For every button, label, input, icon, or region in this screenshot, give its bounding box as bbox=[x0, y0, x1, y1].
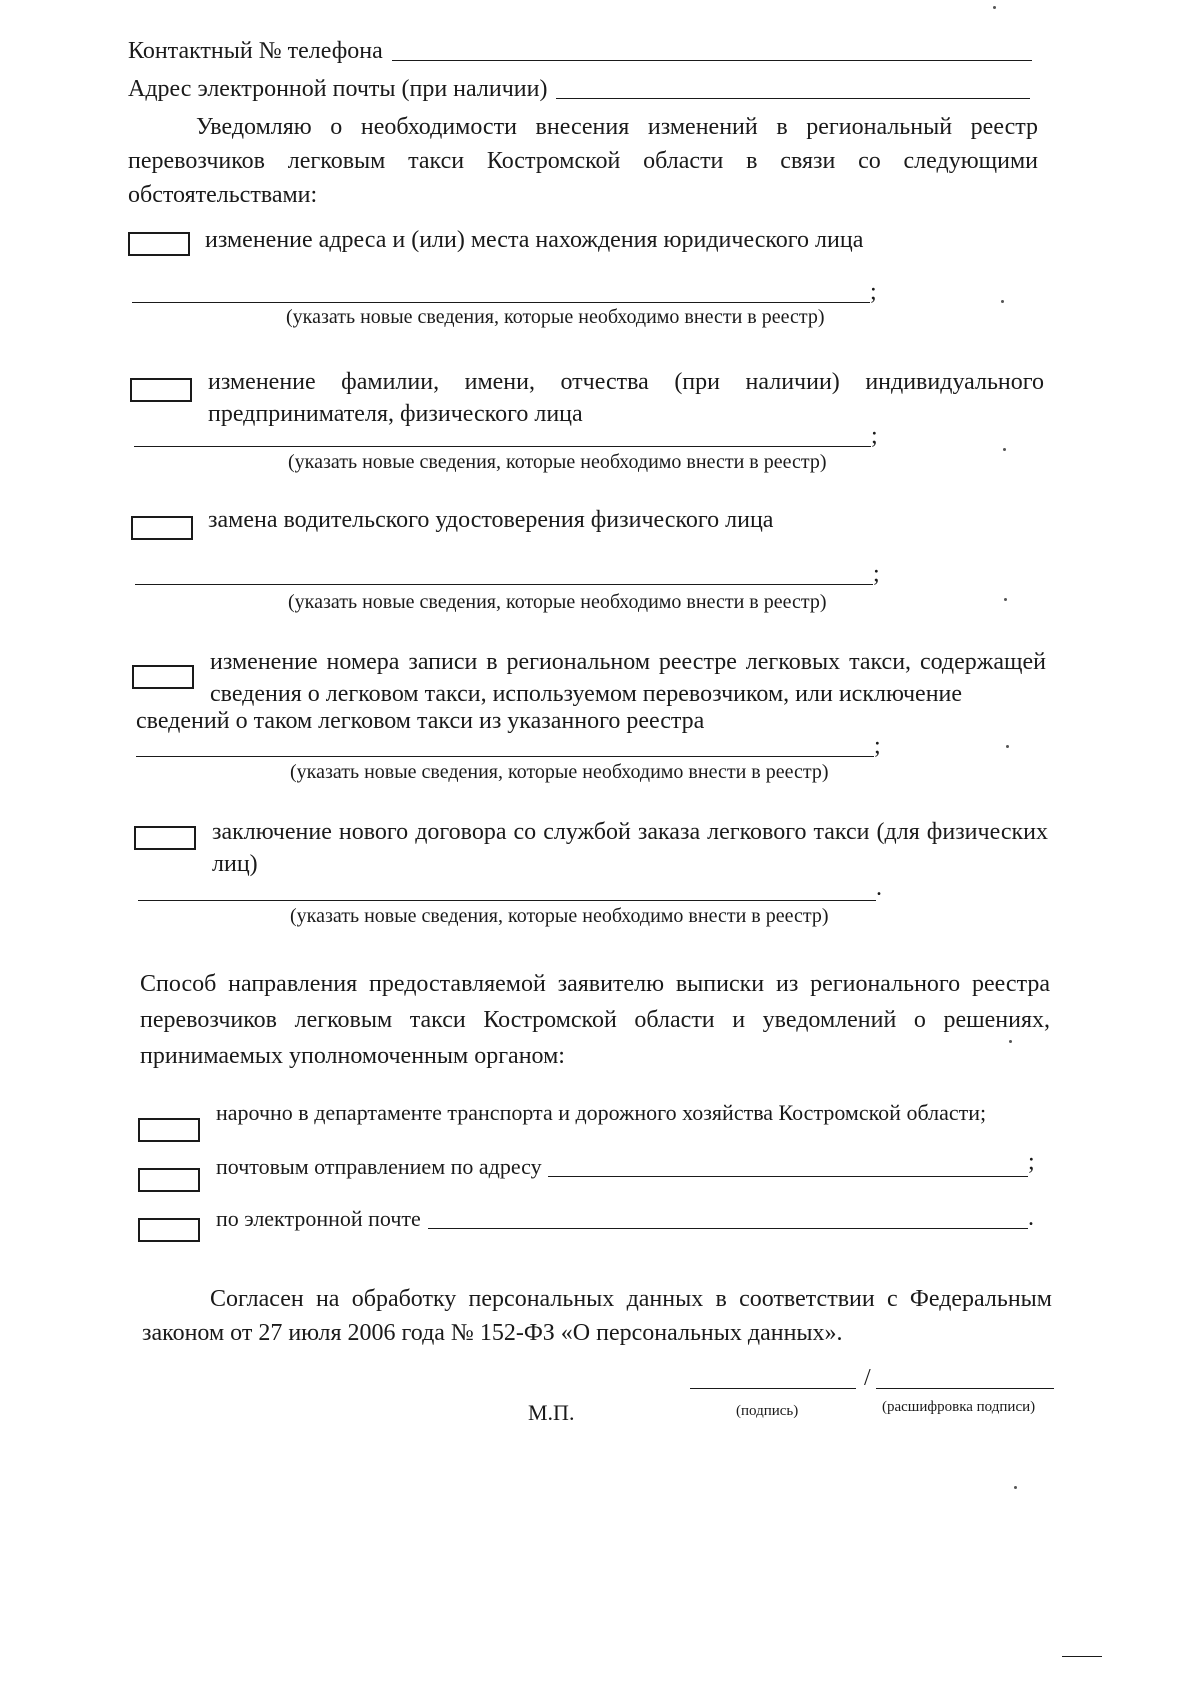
change-license-checkbox[interactable] bbox=[131, 516, 193, 540]
signature-field[interactable] bbox=[690, 1388, 856, 1389]
change-item-2-end: ; bbox=[871, 423, 878, 449]
delivery-option-2-end: ; bbox=[1028, 1149, 1035, 1175]
scan-speck bbox=[1006, 745, 1009, 748]
change-item-5-label: заключение нового договора со службой заказа легкового такси (для физических лиц) bbox=[212, 819, 1048, 877]
change-item-5-end: . bbox=[876, 875, 882, 901]
change-item-2-field[interactable] bbox=[134, 446, 871, 447]
change-item-4-field[interactable] bbox=[136, 756, 874, 757]
delivery-post-checkbox[interactable] bbox=[138, 1168, 200, 1192]
scan-speck bbox=[1003, 448, 1006, 451]
change-item-2-caption: (указать новые сведения, которые необходимо внести в реестр) bbox=[288, 451, 827, 473]
email-label: Адрес электронной почты (при наличии) bbox=[128, 76, 548, 102]
delivery-option-1-label: нарочно в департаменте транспорта и дорожного хозяйства Костромской области; bbox=[216, 1100, 987, 1125]
delivery-option-3-label: по электронной почте bbox=[216, 1206, 421, 1231]
change-item-4-label: изменение номера записи в региональном реестре легковых такси, содержащей сведения о легковом такси, используемом перевозчиком, или исключение bbox=[210, 649, 1046, 707]
scan-speck bbox=[993, 6, 996, 9]
delivery-email-field[interactable] bbox=[428, 1228, 1028, 1229]
consent-paragraph bbox=[142, 1282, 1052, 1350]
signature-caption: (подпись) bbox=[736, 1403, 799, 1419]
new-dispatch-contract-checkbox[interactable] bbox=[134, 826, 196, 850]
delivery-in-person-checkbox[interactable] bbox=[138, 1118, 200, 1142]
change-item-1-field[interactable] bbox=[132, 302, 870, 303]
consent-text: Согласен на обработку персональных данных в соответствии с Федеральным законом от 27 июля 2006 года № 152-ФЗ «О персональных данных». bbox=[142, 1286, 1052, 1346]
delivery-email-checkbox[interactable] bbox=[138, 1218, 200, 1242]
change-item-3-end: ; bbox=[873, 561, 880, 587]
intro-paragraph bbox=[128, 110, 1038, 212]
scan-speck bbox=[1004, 598, 1007, 601]
change-item-4-caption: (указать новые сведения, которые необходимо внести в реестр) bbox=[290, 761, 829, 783]
phone-label: Контактный № телефона bbox=[128, 38, 383, 64]
signature-separator: / bbox=[864, 1365, 871, 1391]
scan-speck bbox=[1014, 1486, 1017, 1489]
change-item-2-label: изменение фамилии, имени, отчества (при наличии) индивидуального предпринимателя, физического лица bbox=[208, 369, 1044, 427]
phone-field[interactable] bbox=[392, 60, 1032, 61]
change-item-1-label: изменение адреса и (или) места нахождения юридического лица bbox=[205, 227, 864, 253]
change-item-3-field[interactable] bbox=[135, 584, 873, 585]
change-item-3-label: замена водительского удостоверения физического лица bbox=[208, 507, 774, 533]
change-item-4-end: ; bbox=[874, 733, 881, 759]
delivery-option-3-end: . bbox=[1028, 1205, 1034, 1231]
change-taxi-record-checkbox[interactable] bbox=[132, 665, 194, 689]
change-item-4-label-cont: сведений о таком легковом такси из указанного реестра bbox=[136, 708, 705, 734]
scan-speck bbox=[1009, 1040, 1012, 1043]
scan-edge-mark bbox=[1062, 1656, 1102, 1657]
change-item-1-caption: (указать новые сведения, которые необходимо внести в реестр) bbox=[286, 306, 825, 328]
change-name-checkbox[interactable] bbox=[130, 378, 192, 402]
decoding-caption: (расшифровка подписи) bbox=[882, 1399, 1036, 1415]
change-item-5-caption: (указать новые сведения, которые необходимо внести в реестр) bbox=[290, 905, 829, 927]
stamp-label: М.П. bbox=[528, 1400, 575, 1425]
change-item-5-field[interactable] bbox=[138, 900, 876, 901]
delivery-option-2-label: почтовым отправлением по адресу bbox=[216, 1154, 542, 1179]
delivery-paragraph: Способ направления предоставляемой заявителю выписки из регионального реестра перевозчиков легковым такси Костромской области и уведомлений о решениях, принимаемых уполномоченным органом: bbox=[140, 971, 1050, 1069]
change-address-checkbox[interactable] bbox=[128, 232, 190, 256]
intro-text: Уведомляю о необходимости внесения изменений в региональный реестр перевозчиков легковым такси Костромской области в связи со следующими обстоятельствами: bbox=[128, 114, 1038, 208]
change-item-1-end: ; bbox=[870, 279, 877, 305]
email-field[interactable] bbox=[556, 98, 1030, 99]
scan-speck bbox=[1001, 300, 1004, 303]
signature-decoding-field[interactable] bbox=[876, 1388, 1054, 1389]
change-item-3-caption: (указать новые сведения, которые необходимо внести в реестр) bbox=[288, 591, 827, 613]
delivery-post-address-field[interactable] bbox=[548, 1176, 1028, 1177]
